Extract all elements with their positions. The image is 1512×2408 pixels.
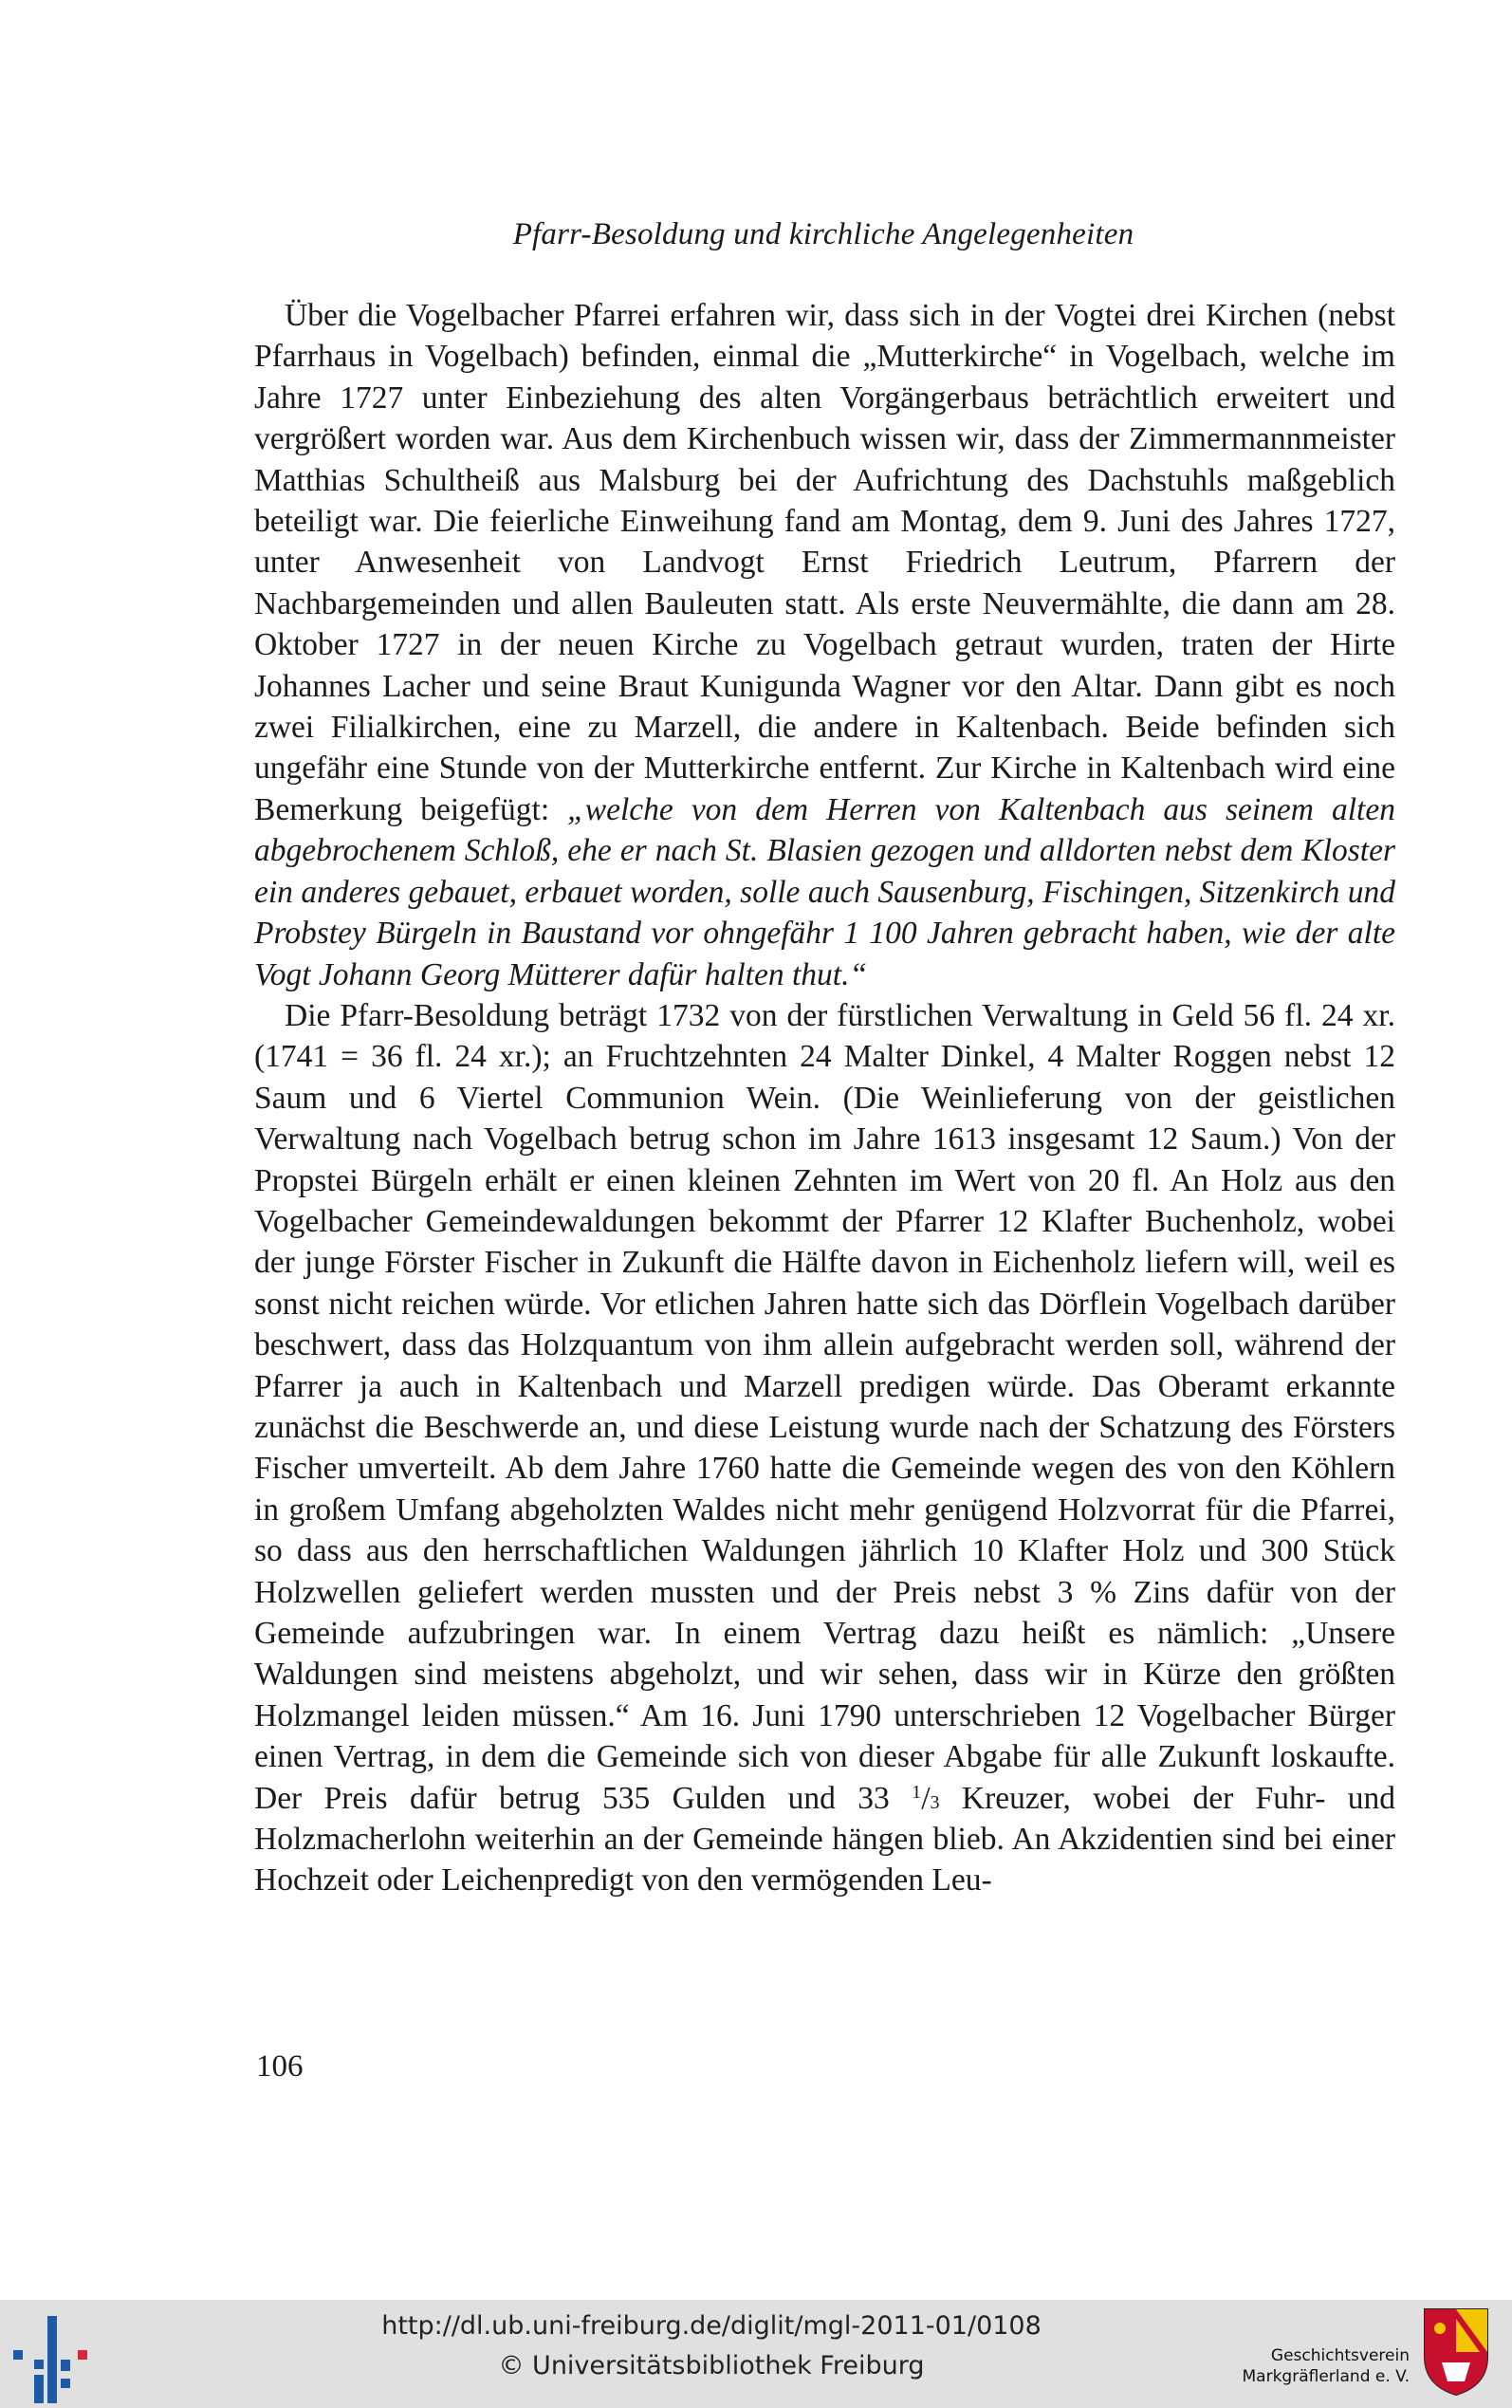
society-crest-icon xyxy=(1423,2307,1489,2397)
paragraph1-quote: „welche von dem Herren von Kaltenbach aus seinem alten abgebrochenem Schloß, ehe er nach St. Blasien gezogen und alldorten nebst dem Kloster ein anderes gebauet, erbauet worden, solle auch Sausenburg, Fischingen, Sitzenkirch und Probstey Bürgeln in Baustand vor ohngefähr 1 100 Jahren gebracht haben, wie der alte Vogt Johann Georg Mütterer dafür halten thut.“ xyxy=(254,791,1395,992)
fraction-denominator: 3 xyxy=(930,1791,940,1813)
fraction-numerator: 1 xyxy=(912,1781,922,1803)
footer-copyright: © Universitätsbibliothek Freiburg xyxy=(498,2351,925,2380)
society-name xyxy=(1220,2345,1410,2387)
university-library-logo-icon xyxy=(13,2308,99,2403)
page-number: 106 xyxy=(256,2049,304,2084)
paragraph-pfarr-besoldung xyxy=(254,995,1395,1901)
running-head: Pfarr-Besoldung und kirchliche Angelegenheiten xyxy=(512,217,1134,251)
paragraph2-text-end: Kreuzer, wobei der Fuhr- und Holzmacherlohn weiterhin an der Gemeinde hängen blieb. An Akzidentien sind bei einer Hochzeit oder Leichenpredigt von den vermögenden Leu- xyxy=(254,1780,1395,1899)
paragraph-vogelbach-church xyxy=(254,295,1395,995)
paragraph2-text: Die Pfarr-Besoldung beträgt 1732 von der fürstlichen Verwaltung in Geld 56 fl. 24 xr. (1741 = 36 fl. 24 xr.); an Fruchtzehnten 24 Malter Dinkel, 4 Malter Roggen nebst 12 Saum und 6 Viertel Communion Wein. (Die Weinlieferung von der geistlichen Verwaltung nach Vogelbach betrug schon im Jahre 1613 insgesamt 12 Saum.) Von der Propstei Bürgeln erhält er einen kleinen Zehnten im Wert von 20 fl. An Holz aus den Vogelbacher Gemeindewaldungen bekommt der Pfarrer 12 Klafter Buchenholz, wobei der junge Förster Fischer in Zukunft die Hälfte davon in Eichenholz liefern will, weil es sonst nicht reichen würde. Vor etlichen Jahren hatte sich das Dörflein Vogelbach darüber beschwert, dass das Holzquantum von ihm allein aufgebracht werden soll, während der Pfarrer ja auch in Kaltenbach und Marzell predigen würde. Das Oberamt erkannte zunächst die Beschwerde an, und diese Leistung wurde nach der Schatzung des Försters Fischer umverteilt. Ab dem Jahre 1760 hatte die Gemeinde wegen des von den Köhlern in großem Umfang abgeholzten Waldes nicht mehr genügend Holzvorrat für die Pfarrei, so dass aus den herrschaftlichen Waldungen jährlich 10 Klafter Holz und 300 Stück Holzwellen geliefert werden mussten und der Preis nebst 3 % Zins dafür von der Gemeinde aufzubringen war. In einem Vertrag dazu heißt es nämlich: „Unsere Waldungen sind meistens abgeholzt, und wir sehen, dass wir in Kürze den größten Holzmangel leiden müssen.“ Am 16. Juni 1790 unterschrieben 12 Vogelbacher Bürger einen Vertrag, in dem die Gemeinde sich von dieser Abgabe für alle Zukunft loskaufte. Der Preis dafür betrug 535 Gulden und 33 xyxy=(254,997,1395,1816)
paragraph1-text: Über die Vogelbacher Pfarrei erfahren wir, dass sich in der Vogtei drei Kirchen (nebst Pfarrhaus in Vogelbach) befinden, einmal die „Mutterkirche“ in Vogelbach, welche im Jahre 1727 unter Einbeziehung des alten Vorgängerbaus beträchtlich erweitert und vergrößert worden war. Aus dem Kirchenbuch wissen wir, dass der Zimmermannmeister Matthias Schultheiß aus Malsburg bei der Aufrichtung des Dachstuhls maßgeblich beteiligt war. Die feierliche Einweihung fand am Montag, dem 9. Juni des Jahres 1727, unter Anwesenheit von Landvogt Ernst Friedrich Leutrum, Pfarrern der Nachbargemeinden und allen Bauleuten statt. Als erste Neuvermählte, die dann am 28. Oktober 1727 in der neuen Kirche zu Vogelbach getraut wurden, traten der Hirte Johannes Lacher und seine Braut Kunigunda Wagner vor den Altar. Dann gibt es noch zwei Filialkirchen, eine zu Marzell, die andere in Kaltenbach. Beide befinden sich ungefähr eine Stunde von der Mutterkirche entfernt. Zur Kirche in Kaltenbach wird eine Bemerkung beigefügt: xyxy=(254,298,1395,827)
society-name-line1: Geschichtsverein xyxy=(1270,2346,1410,2365)
society-name-line2: Markgräflerland e. V. xyxy=(1242,2367,1410,2386)
body-text xyxy=(254,295,1395,1901)
footer-url-link[interactable]: http://dl.ub.uni-freiburg.de/diglit/mgl-2011-01/0108 xyxy=(381,2311,1042,2341)
fraction-separator: / xyxy=(921,1780,931,1816)
